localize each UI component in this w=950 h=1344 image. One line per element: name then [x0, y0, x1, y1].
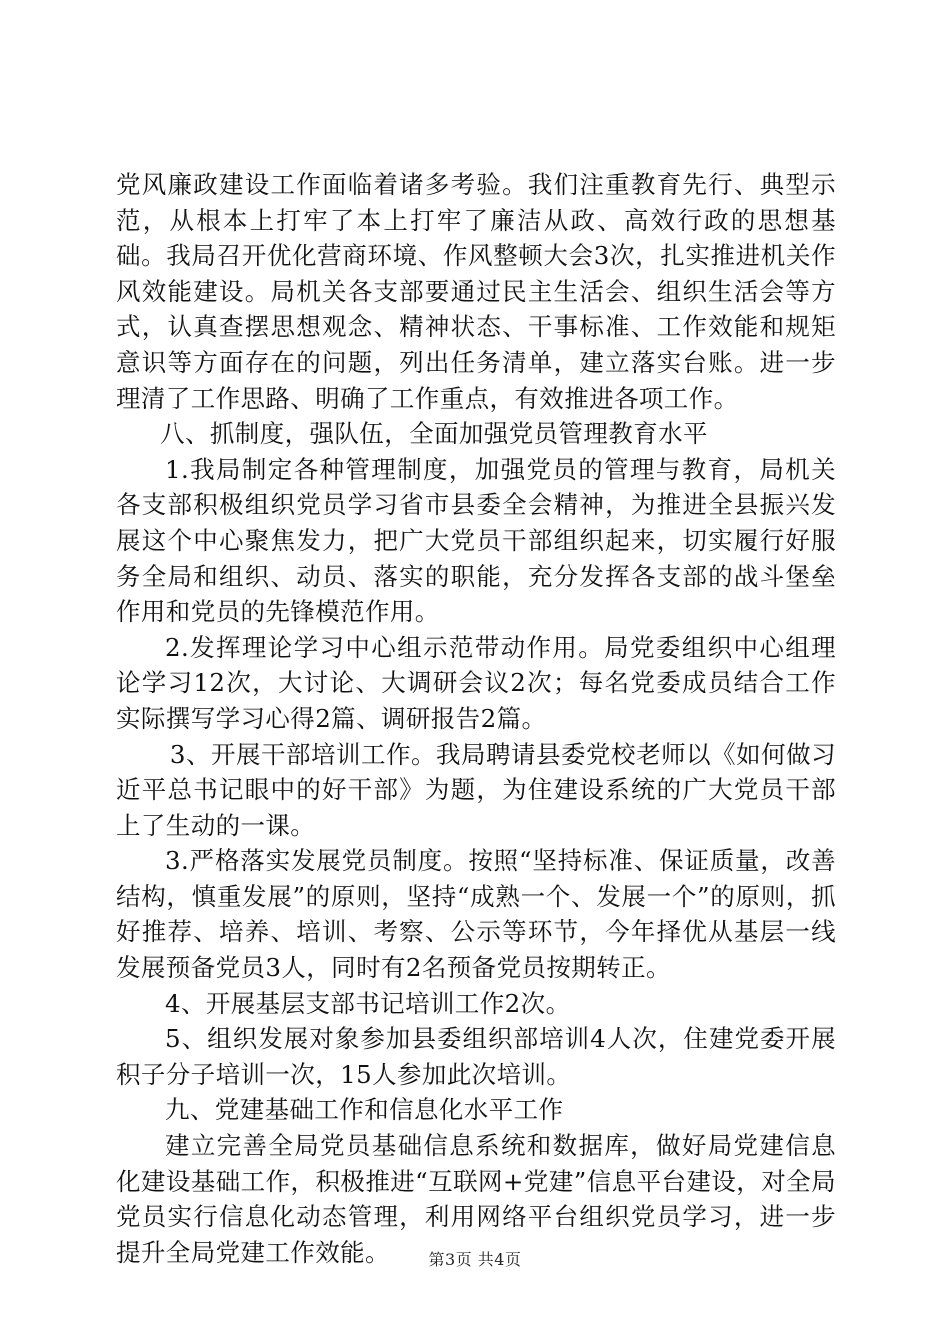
- page-number-footer: 第3页 共4页: [428, 1250, 522, 1269]
- section-heading-8: 八、抓制度，强队伍，全面加强党员管理教育水平: [160, 419, 708, 449]
- paragraph-item-3-development: 3.严格落实发展党员制度。按照“坚持标准、保证质量，改善结构，慎重发展”的原则，坚持“成熟一个、发展一个”的原则，抓好推荐、培养、培训、考察、公示等环节，今年择优从基层一线发展预备党员3人，同时有2名预备党员按期转正。: [116, 846, 836, 983]
- paragraph-item-3-training: 3、开展干部培训工作。我局聘请县委党校老师以《如何做习近平总书记眼中的好干部》为题，为住建设系统的广大党员干部上了生动的一课。: [116, 739, 836, 840]
- section-heading-9: 九、党建基础工作和信息化水平工作: [165, 1095, 564, 1125]
- document-body: [116, 167, 836, 1270]
- paragraph-item-1: 1.我局制定各种管理制度，加强党员的管理与教育，局机关各支部积极组织党员学习省市县委全会精神，为推进全县振兴发展这个中心聚焦发力，把广大党员干部组织起来，切实履行好服务全局和组织、动员、落实的职能，充分发挥各支部的战斗堡垒作用和党员的先锋模范作用。: [116, 454, 836, 627]
- paragraph-item-4: 4、开展基层支部书记培训工作2次。: [165, 988, 571, 1018]
- paragraph-informatization: 建立完善全局党员基础信息系统和数据库，做好局党建信息化建设基础工作，积极推进“互联网+党建”信息平台建设，对全局党员实行信息化动态管理，利用网络平台组织党员学习，进一步提升全局党建工作效能。: [116, 1131, 836, 1267]
- paragraph-continuation: 党风廉政建设工作面临着诸多考验。我们注重教育先行、典型示范，从根本上打牢了本上打牢了廉洁从政、高效行政的思想基础。我局召开优化营商环境、作风整顿大会3次，扎实推进机关作风效能建设。局机关各支部要通过民主生活会、组织生活会等方式，认真查摆思想观念、精神状态、干事标准、工作效能和规矩意识等方面存在的问题，列出任务清单，建立落实台账。进一步理清了工作思路、明确了工作重点，有效推进各项工作。: [116, 170, 836, 413]
- paragraph-item-5: 5、组织发展对象参加县委组织部培训4人次，住建党委开展积子分子培训一次，15人参加此次培训。: [116, 1024, 836, 1089]
- paragraph-item-2: 2.发挥理论学习中心组示范带动作用。局党委组织中心组理论学习12次，大讨论、大调研会议2次；每名党委成员结合工作实际撰写学习心得2篇、调研报告2篇。: [116, 632, 836, 733]
